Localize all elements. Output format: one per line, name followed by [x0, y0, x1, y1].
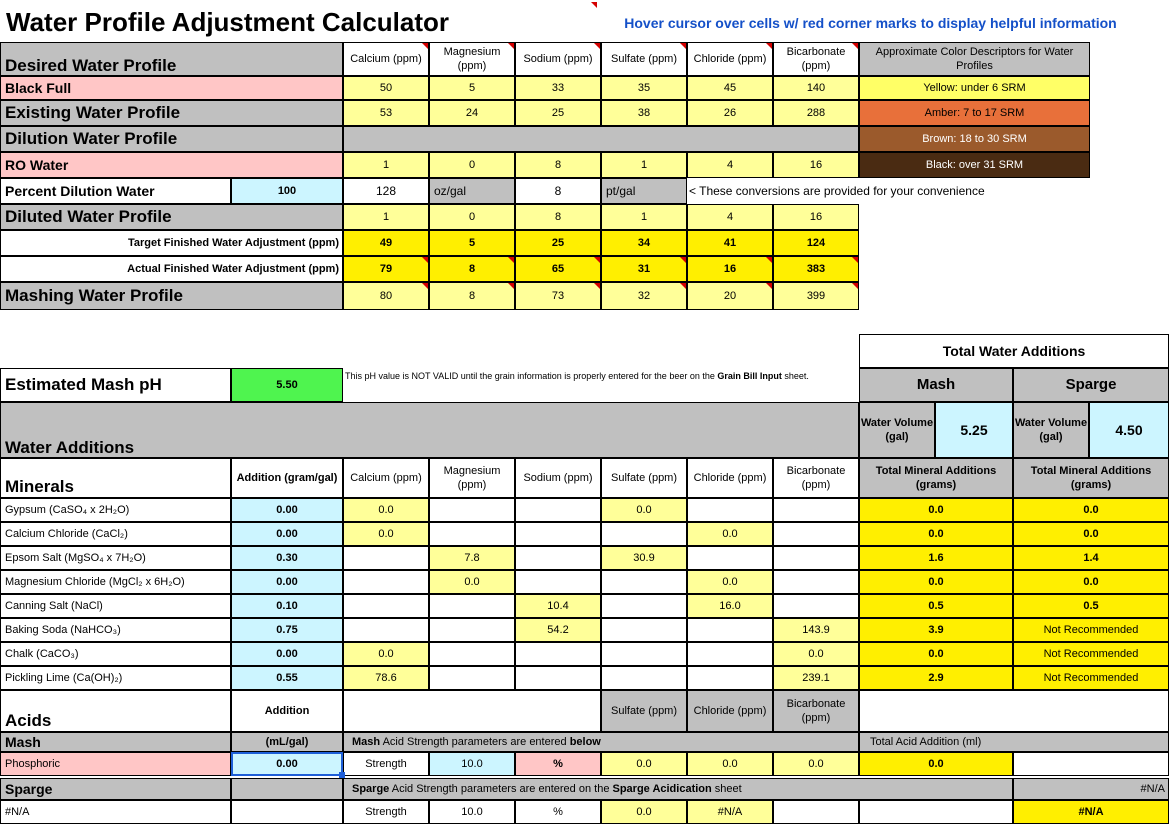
total-acid-label: Total Acid Addition (ml) — [859, 732, 1169, 752]
mashing-chloride: 20 — [687, 282, 773, 310]
existing-sulfate[interactable]: 38 — [601, 100, 687, 126]
mash-mineral-total: 0.5 — [859, 594, 1013, 618]
target-chloride: 41 — [687, 230, 773, 256]
mineral-calcium — [343, 570, 429, 594]
mash-ph-label: Estimated Mash pH — [0, 368, 231, 402]
sparge-acid-strength-label: Strength — [343, 800, 429, 824]
col-header-sodium: Sodium (ppm) — [515, 42, 601, 76]
dilution-sulfate: 1 — [601, 152, 687, 178]
existing-profile-label: Existing Water Profile — [0, 100, 343, 126]
mineral-sodium — [515, 666, 601, 690]
mineral-addition-input[interactable]: 0.30 — [231, 546, 343, 570]
dilution-header-band — [343, 126, 859, 152]
diluted-chloride: 4 — [687, 204, 773, 230]
target-adjustment-label: Target Finished Water Adjustment (ppm) — [0, 230, 343, 256]
water-additions-label: Water Additions — [0, 402, 859, 458]
diluted-sulfate: 1 — [601, 204, 687, 230]
target-magnesium: 5 — [429, 230, 515, 256]
mineral-col-magnesium: Magnesium (ppm) — [429, 458, 515, 498]
mineral-chloride — [687, 618, 773, 642]
mineral-magnesium — [429, 618, 515, 642]
conversion-oz-value: 128 — [343, 178, 429, 204]
color-yellow: Yellow: under 6 SRM — [859, 76, 1090, 100]
sparge-acid-note-end: sheet — [711, 783, 742, 795]
mineral-chloride: 0.0 — [687, 570, 773, 594]
existing-bicarbonate[interactable]: 288 — [773, 100, 859, 126]
desired-calcium: 50 — [343, 76, 429, 100]
mineral-sodium — [515, 570, 601, 594]
sparge-acid-chloride: #N/A — [687, 800, 773, 824]
col-header-bicarbonate: Bicarbonate (ppm) — [773, 42, 859, 76]
mineral-col-bicarbonate: Bicarbonate (ppm) — [773, 458, 859, 498]
mash-volume-label: Water Volume (gal) — [859, 402, 935, 458]
mineral-calcium — [343, 594, 429, 618]
mash-mineral-total: 0.0 — [859, 570, 1013, 594]
conversion-pt-value: 8 — [515, 178, 601, 204]
mash-acid-addition-input[interactable]: 0.00 — [231, 752, 343, 776]
mineral-col-sulfate: Sulfate (ppm) — [601, 458, 687, 498]
sparge-column-header: Sparge — [1013, 368, 1169, 402]
sparge-acid-note — [343, 778, 1013, 800]
diluted-sodium: 8 — [515, 204, 601, 230]
mineral-addition-input[interactable]: 0.00 — [231, 498, 343, 522]
mineral-sulfate: 0.0 — [601, 498, 687, 522]
mineral-addition-input[interactable]: 0.10 — [231, 594, 343, 618]
mashing-sodium: 73 — [515, 282, 601, 310]
mineral-sodium — [515, 642, 601, 666]
mineral-sodium — [515, 522, 601, 546]
mash-acid-total-blank — [1013, 752, 1169, 776]
desired-profile-label: Desired Water Profile — [0, 42, 343, 76]
conversion-note: < These conversions are provided for your convenience — [689, 184, 985, 198]
sparge-band-blank — [231, 778, 343, 800]
desired-profile-select[interactable]: Black Full — [0, 76, 343, 100]
mashing-sulfate: 32 — [601, 282, 687, 310]
mineral-chloride: 16.0 — [687, 594, 773, 618]
mineral-bicarbonate — [773, 570, 859, 594]
mash-acid-strength-label: Strength — [343, 752, 429, 776]
note-marker[interactable] — [585, 2, 597, 14]
sparge-acid-mash-blank — [859, 800, 1013, 824]
mash-acid-note-bold1: Mash — [352, 736, 381, 748]
mineral-sodium: 54.2 — [515, 618, 601, 642]
mash-acid-note-mid: Acid Strength parameters are entered — [380, 736, 570, 748]
col-header-magnesium: Magnesium (ppm) — [429, 42, 515, 76]
mineral-chloride: 0.0 — [687, 522, 773, 546]
actual-magnesium: 8 — [429, 256, 515, 282]
mash-mineral-total: 1.6 — [859, 546, 1013, 570]
sparge-mineral-total: Not Recommended — [1013, 666, 1169, 690]
actual-chloride: 16 — [687, 256, 773, 282]
mash-acid-note-bold2: below — [569, 736, 601, 748]
mash-ph-note — [343, 368, 859, 402]
mineral-calcium: 0.0 — [343, 498, 429, 522]
mash-ph-note-end: sheet. — [781, 371, 809, 381]
color-descriptor-title: Approximate Color Descriptors for Water Profiles — [859, 42, 1090, 76]
mineral-sulfate — [601, 570, 687, 594]
dilution-profile-select[interactable]: RO Water — [0, 152, 343, 178]
actual-adjustment-label: Actual Finished Water Adjustment (ppm) — [0, 256, 343, 282]
dilution-sodium: 8 — [515, 152, 601, 178]
mineral-bicarbonate: 143.9 — [773, 618, 859, 642]
dilution-chloride: 4 — [687, 152, 773, 178]
target-sulfate: 34 — [601, 230, 687, 256]
sparge-mineral-total: 0.0 — [1013, 522, 1169, 546]
mineral-name: Chalk (CaCO₃) — [0, 642, 231, 666]
existing-magnesium[interactable]: 24 — [429, 100, 515, 126]
mineral-calcium: 0.0 — [343, 642, 429, 666]
mineral-addition-input[interactable]: 0.75 — [231, 618, 343, 642]
sparge-mineral-total: 1.4 — [1013, 546, 1169, 570]
sparge-acid-total: #N/A — [1013, 800, 1169, 824]
mineral-bicarbonate — [773, 594, 859, 618]
diluted-profile-label: Diluted Water Profile — [0, 204, 343, 230]
mineral-chloride — [687, 546, 773, 570]
addition-gram-header: Addition (gram/gal) — [231, 458, 343, 498]
mineral-calcium — [343, 546, 429, 570]
mineral-sulfate — [601, 666, 687, 690]
dilution-calcium: 1 — [343, 152, 429, 178]
mineral-addition-input[interactable]: 0.00 — [231, 522, 343, 546]
mineral-chloride — [687, 642, 773, 666]
mineral-sulfate — [601, 618, 687, 642]
mash-acid-unit-select[interactable]: % — [515, 752, 601, 776]
sparge-acid-addition — [231, 800, 343, 824]
sparge-mineral-total: 0.5 — [1013, 594, 1169, 618]
mineral-bicarbonate — [773, 498, 859, 522]
sparge-mineral-total-header: Total Mineral Additions (grams) — [1013, 458, 1169, 498]
color-black: Black: over 31 SRM — [859, 152, 1090, 178]
desired-bicarbonate: 140 — [773, 76, 859, 100]
mineral-sulfate: 30.9 — [601, 546, 687, 570]
sparge-volume-label: Water Volume (gal) — [1013, 402, 1089, 458]
mineral-name: Magnesium Chloride (MgCl₂ x 6H₂O) — [0, 570, 231, 594]
existing-sodium[interactable]: 25 — [515, 100, 601, 126]
mineral-col-calcium: Calcium (ppm) — [343, 458, 429, 498]
mash-mineral-total: 0.0 — [859, 498, 1013, 522]
mash-acid-sulfate: 0.0 — [601, 752, 687, 776]
mash-acid-bicarbonate: 0.0 — [773, 752, 859, 776]
mash-ph-value: 5.50 — [231, 368, 343, 402]
mineral-name: Gypsum (CaSO₄ x 2H₂O) — [0, 498, 231, 522]
mashing-profile-label: Mashing Water Profile — [0, 282, 343, 310]
mineral-calcium — [343, 618, 429, 642]
mash-ph-note-text: This pH value is NOT VALID until the grain information is properly entered for the beer on the — [345, 371, 718, 381]
mash-mineral-total: 3.9 — [859, 618, 1013, 642]
acid-header-right-blank — [859, 690, 1169, 732]
col-header-chloride: Chloride (ppm) — [687, 42, 773, 76]
mash-mineral-total: 0.0 — [859, 642, 1013, 666]
actual-sodium: 65 — [515, 256, 601, 282]
mineral-addition-input[interactable]: 0.00 — [231, 570, 343, 594]
mash-acid-note — [343, 732, 859, 752]
mineral-chloride — [687, 666, 773, 690]
mineral-magnesium — [429, 522, 515, 546]
mineral-addition-input[interactable]: 0.55 — [231, 666, 343, 690]
actual-sulfate: 31 — [601, 256, 687, 282]
mineral-sodium — [515, 546, 601, 570]
sparge-acid-sulfate: 0.0 — [601, 800, 687, 824]
mineral-magnesium — [429, 594, 515, 618]
dilution-bicarbonate: 16 — [773, 152, 859, 178]
sparge-volume-input[interactable]: 4.50 — [1089, 402, 1169, 458]
desired-chloride: 45 — [687, 76, 773, 100]
sparge-na-flag: #N/A — [1013, 778, 1169, 800]
mineral-name: Epsom Salt (MgSO₄ x 7H₂O) — [0, 546, 231, 570]
col-header-sulfate: Sulfate (ppm) — [601, 42, 687, 76]
mineral-calcium: 78.6 — [343, 666, 429, 690]
acid-col-chloride: Chloride (ppm) — [687, 690, 773, 732]
dilution-profile-label: Dilution Water Profile — [0, 126, 343, 152]
mineral-name: Canning Salt (NaCl) — [0, 594, 231, 618]
ml-gal-label: (mL/gal) — [231, 732, 343, 752]
color-brown: Brown: 18 to 30 SRM — [859, 126, 1090, 152]
total-additions-title: Total Water Additions — [859, 334, 1169, 368]
color-amber: Amber: 7 to 17 SRM — [859, 100, 1090, 126]
grain-bill-link: Grain Bill Input — [717, 371, 782, 381]
mineral-bicarbonate — [773, 546, 859, 570]
mineral-magnesium — [429, 498, 515, 522]
actual-calcium: 79 — [343, 256, 429, 282]
mash-acid-strength-input[interactable]: 10.0 — [429, 752, 515, 776]
acid-header-blank — [343, 690, 601, 732]
col-header-calcium: Calcium (ppm) — [343, 42, 429, 76]
desired-magnesium: 5 — [429, 76, 515, 100]
mineral-magnesium — [429, 642, 515, 666]
mash-acid-select[interactable]: Phosphoric — [0, 752, 231, 776]
mashing-calcium: 80 — [343, 282, 429, 310]
mineral-calcium: 0.0 — [343, 522, 429, 546]
mineral-sodium — [515, 498, 601, 522]
sparge-acid-bicarbonate-blank — [773, 800, 859, 824]
dilution-magnesium: 0 — [429, 152, 515, 178]
existing-chloride[interactable]: 26 — [687, 100, 773, 126]
mineral-magnesium — [429, 666, 515, 690]
mash-acid-total: 0.0 — [859, 752, 1013, 776]
acid-addition-header: Addition — [231, 690, 343, 732]
sparge-acid-note-bold1: Sparge — [352, 783, 390, 795]
target-bicarbonate: 124 — [773, 230, 859, 256]
mash-mineral-total: 0.0 — [859, 522, 1013, 546]
mash-mineral-total: 2.9 — [859, 666, 1013, 690]
mineral-chloride — [687, 498, 773, 522]
acid-col-sulfate: Sulfate (ppm) — [601, 690, 687, 732]
desired-sulfate: 35 — [601, 76, 687, 100]
target-calcium: 49 — [343, 230, 429, 256]
sparge-mineral-total: Not Recommended — [1013, 642, 1169, 666]
conversion-oz-unit: oz/gal — [429, 178, 515, 204]
mineral-bicarbonate — [773, 522, 859, 546]
mineral-bicarbonate: 0.0 — [773, 642, 859, 666]
minerals-label: Minerals — [0, 458, 231, 498]
acids-label: Acids — [0, 690, 231, 732]
mineral-sulfate — [601, 642, 687, 666]
conversion-pt-unit: pt/gal — [601, 178, 687, 204]
sparge-mineral-total: 0.0 — [1013, 570, 1169, 594]
acid-col-bicarbonate: Bicarbonate (ppm) — [773, 690, 859, 732]
mineral-name: Baking Soda (NaHCO₃) — [0, 618, 231, 642]
sparge-mineral-total: Not Recommended — [1013, 618, 1169, 642]
sparge-acidication-link: Sparge Acidication — [612, 783, 712, 795]
mash-acid-label: Mash — [0, 732, 231, 752]
sparge-acid-label: Sparge — [0, 778, 231, 800]
percent-dilution-input[interactable]: 100 — [231, 178, 343, 204]
actual-bicarbonate: 383 — [773, 256, 859, 282]
sparge-acid-unit: % — [515, 800, 601, 824]
hover-hint: Hover cursor over cells w/ red corner marks to display helpful information — [624, 15, 1117, 31]
sparge-acid-note-mid: Acid Strength parameters are entered on the — [389, 783, 613, 795]
sparge-mineral-total: 0.0 — [1013, 498, 1169, 522]
mineral-col-sodium: Sodium (ppm) — [515, 458, 601, 498]
mineral-name: Pickling Lime (Ca(OH)₂) — [0, 666, 231, 690]
existing-calcium[interactable]: 53 — [343, 100, 429, 126]
mineral-sulfate — [601, 594, 687, 618]
mineral-bicarbonate: 239.1 — [773, 666, 859, 690]
mash-volume-input[interactable]: 5.25 — [935, 402, 1013, 458]
mineral-col-chloride: Chloride (ppm) — [687, 458, 773, 498]
diluted-calcium: 1 — [343, 204, 429, 230]
sparge-acid-name: #N/A — [0, 800, 231, 824]
mash-mineral-total-header: Total Mineral Additions (grams) — [859, 458, 1013, 498]
mineral-name: Calcium Chloride (CaCl₂) — [0, 522, 231, 546]
diluted-bicarbonate: 16 — [773, 204, 859, 230]
mashing-bicarbonate: 399 — [773, 282, 859, 310]
mash-column-header: Mash — [859, 368, 1013, 402]
page-title: Water Profile Adjustment Calculator — [6, 7, 450, 37]
mineral-sodium: 10.4 — [515, 594, 601, 618]
mash-acid-chloride: 0.0 — [687, 752, 773, 776]
percent-dilution-label: Percent Dilution Water — [0, 178, 231, 204]
target-sodium: 25 — [515, 230, 601, 256]
mineral-addition-input[interactable]: 0.00 — [231, 642, 343, 666]
mineral-sulfate — [601, 522, 687, 546]
mashing-magnesium: 8 — [429, 282, 515, 310]
mineral-magnesium: 0.0 — [429, 570, 515, 594]
mineral-magnesium: 7.8 — [429, 546, 515, 570]
sparge-acid-strength: 10.0 — [429, 800, 515, 824]
diluted-magnesium: 0 — [429, 204, 515, 230]
desired-sodium: 33 — [515, 76, 601, 100]
